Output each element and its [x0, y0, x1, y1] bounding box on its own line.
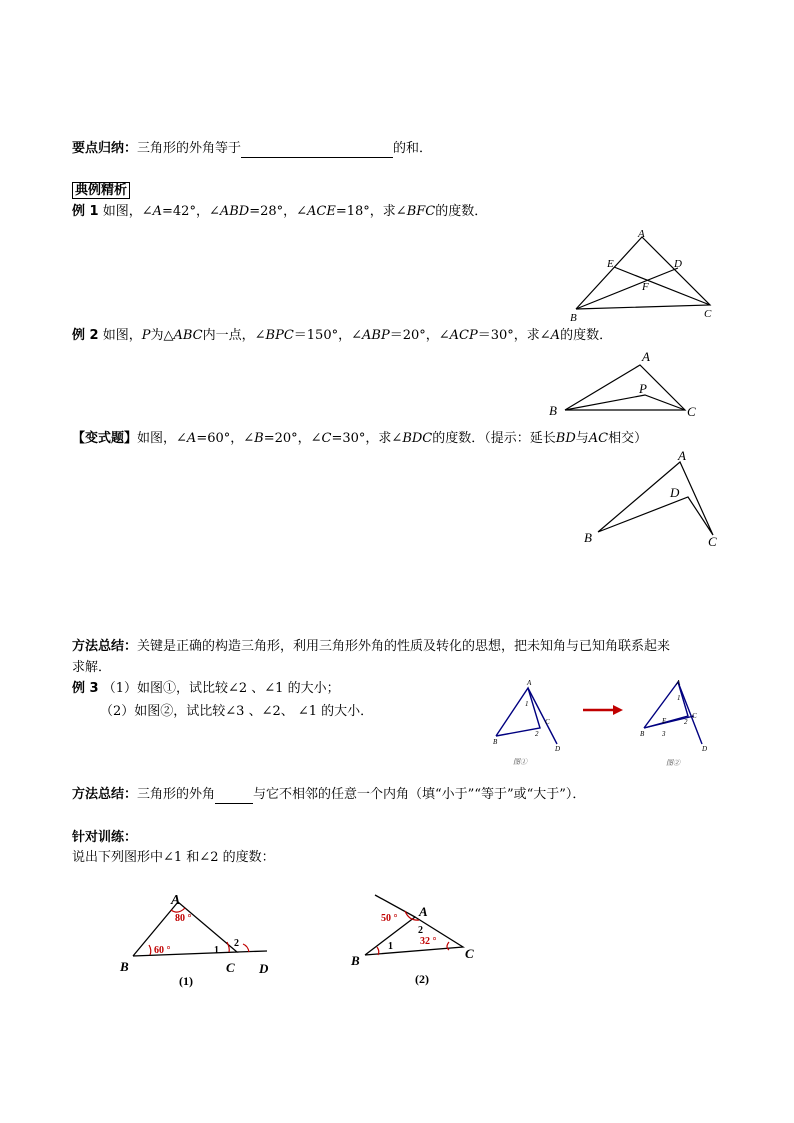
- example-2-text: 例 2 如图，P为△ABC内一点，∠BPC＝150°，∠ABP＝20°，∠ACP＝30°，求∠A的度数．: [72, 328, 613, 343]
- example-2-figure: [545, 345, 705, 425]
- angle-2: 2: [418, 925, 423, 936]
- figure-caption: (2): [415, 972, 429, 986]
- method-summary-1: 方法总结：关键是正确的构造三角形，利用三角形外角的性质及转化的思想，把未知角与已知角联系起来: [72, 639, 671, 654]
- variant-text: 【变式题】如图，∠A=60°，∠B=20°，∠C=30°，求∠BDC的度数．（提示：延长BD与AC相交）: [72, 431, 648, 446]
- summary-text-2: 的和．: [393, 141, 433, 156]
- label-A: A: [527, 679, 532, 687]
- summary-text-1: 三角形的外角等于: [137, 141, 242, 156]
- practice-instruction: 说出下列图形中∠1 和∠2 的度数：: [72, 850, 275, 865]
- label-A: A: [642, 349, 650, 364]
- label-2: 2: [535, 730, 539, 738]
- label-A: A: [678, 448, 686, 463]
- label-A: A: [171, 893, 181, 908]
- figure-caption-2: 图②: [666, 759, 680, 767]
- summary-label: 要点归纳：: [72, 141, 138, 156]
- label-D: D: [670, 485, 680, 500]
- summary-line: [72, 140, 432, 158]
- label-1: 1: [677, 694, 681, 702]
- label-E: E: [607, 258, 614, 270]
- angle-50: 50 °: [381, 913, 398, 924]
- label-E: E: [662, 717, 667, 725]
- label-B: B: [584, 530, 592, 545]
- arrow-right: [583, 704, 625, 716]
- label-1: 1: [525, 700, 529, 708]
- label-A: A: [419, 904, 428, 919]
- label-D: D: [674, 258, 682, 270]
- label-B: B: [640, 730, 645, 738]
- label-B: B: [549, 403, 557, 418]
- figure-caption-1: 图①: [513, 758, 527, 766]
- label-C: C: [692, 712, 697, 720]
- segment-bd: [576, 268, 678, 309]
- label-C: C: [704, 308, 712, 320]
- practice-figure-1: [115, 890, 285, 995]
- label-2: 2: [684, 718, 688, 726]
- segments-bp-pc: [565, 395, 685, 410]
- answer-blank-2[interactable]: [215, 789, 253, 804]
- label-C: C: [226, 960, 235, 975]
- variant-figure: [580, 450, 730, 550]
- example-3-figure-2: [636, 676, 726, 771]
- angle-1: 1: [214, 945, 219, 956]
- label-C: C: [465, 946, 474, 961]
- label-B: B: [493, 738, 498, 746]
- label-A: A: [676, 679, 681, 687]
- label-D: D: [259, 961, 269, 976]
- label-B: B: [351, 953, 360, 968]
- label-C: C: [545, 718, 550, 726]
- angle-32: 32 °: [420, 936, 437, 947]
- label-D: D: [702, 745, 708, 753]
- triangle-abc: [576, 237, 710, 309]
- answer-blank-1[interactable]: [241, 143, 393, 158]
- label-F: F: [642, 281, 649, 293]
- section-title: 典例精析: [72, 182, 130, 200]
- example-1-figure: [560, 225, 730, 325]
- concave-quadrilateral: [598, 462, 713, 535]
- example-3-line-2: （2）如图②，试比较∠3 、∠2、 ∠1 的大小．: [100, 704, 374, 719]
- label-B: B: [120, 959, 129, 974]
- label-B: B: [570, 312, 577, 324]
- label-P: P: [639, 381, 647, 396]
- label-C: C: [708, 534, 717, 549]
- method-summary-2: 方法总结：三角形的外角 与它不相邻的任意一个内角（填“小于”“等于”或“大于”）．: [72, 787, 586, 802]
- practice-figure-2: [345, 895, 485, 990]
- example-1-text: 例 1 如图，∠A=42°，∠ABD=28°，∠ACE=18°，求∠BFC的度数．: [72, 204, 488, 219]
- angle-2: 2: [234, 938, 239, 949]
- example-3-figure-1: [485, 676, 575, 771]
- angle-80: 80 °: [175, 913, 192, 924]
- angle-60: 60 °: [154, 945, 171, 956]
- example-3-line-1: 例 3 （1）如图①，试比较∠2 、∠1 的大小；: [72, 681, 340, 696]
- label-A: A: [638, 228, 645, 240]
- figure-caption: (1): [179, 974, 193, 988]
- label-D: D: [555, 745, 561, 753]
- segment-ce: [614, 267, 710, 305]
- practice-title: 针对训练：: [72, 830, 138, 845]
- label-C: C: [687, 404, 696, 419]
- angle-1: 1: [388, 941, 393, 952]
- label-3: 3: [662, 730, 666, 738]
- method-summary-1-cont: 求解．: [72, 660, 112, 675]
